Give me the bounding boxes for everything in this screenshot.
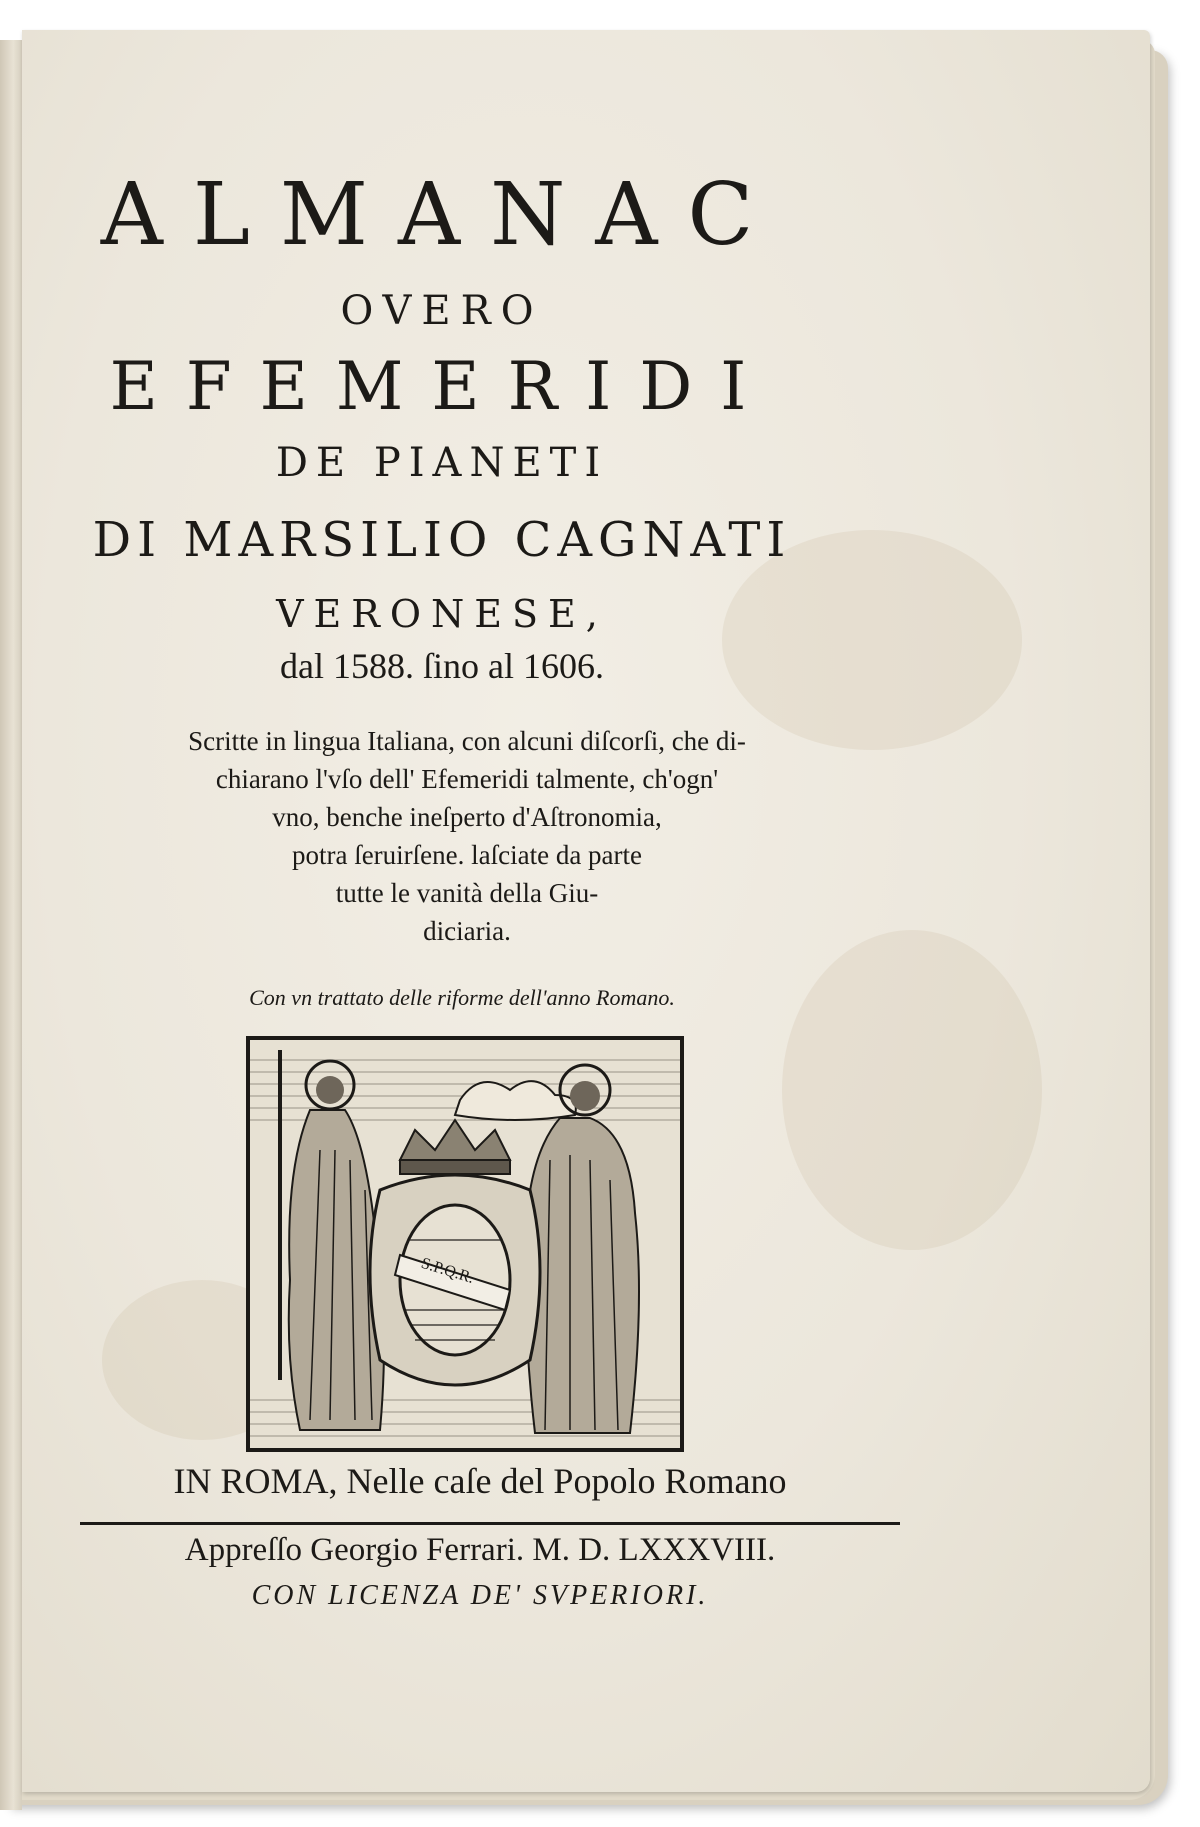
imprint-printer: Appreſſo Georgio Ferrari. M. D. LXXXVIII.: [184, 1532, 776, 1568]
title-page-text: [22, 30, 1150, 1792]
book-spine: [0, 40, 22, 1810]
paragraph-line: Scritte in lingua Italiana, con alcuni diſcorſi, che di-: [188, 726, 746, 756]
imprint-city: IN ROMA, Nelle caſe del Popolo Romano: [173, 1461, 787, 1501]
title-almanac: ALMANAC: [100, 165, 784, 265]
woodcut-saints-arms-icon: [250, 1040, 680, 1448]
paragraph-line: tutte le vanità della Giu-: [335, 878, 599, 908]
author-origin: VERONESE,: [276, 592, 608, 636]
paragraph-line: diciaria.: [423, 916, 511, 946]
description-paragraph: [87, 722, 847, 950]
imprint-rule: [80, 1522, 900, 1525]
subtitle-treatise: Con vn trattato delle riforme dell'anno Romano.: [249, 985, 675, 1010]
paragraph-line: chiarano l'vſo dell' Efemeridi talmente, ch'ogn': [215, 764, 719, 794]
paragraph-line: potra ſeruirſene. laſciate da parte: [291, 840, 643, 870]
title-overo: OVERO: [340, 288, 544, 334]
paragraph-line: vno, benche ineſperto d'Aſtronomia,: [272, 802, 662, 832]
book: [0, 30, 1170, 1800]
woodcut-inscription: S.P.Q.R.: [419, 1254, 476, 1287]
imprint-license: CON LICENZA DE' SVPERIORI.: [251, 1580, 709, 1611]
author-line: DI MARSILIO CAGNATI: [92, 512, 792, 568]
date-range: dal 1588. ſino al 1606.: [280, 646, 604, 686]
woodcut-illustration: [246, 1036, 684, 1452]
title-de-pianeti: DE PIANETI: [275, 440, 609, 486]
title-efemeridi: EFEMERIDI: [109, 348, 775, 425]
